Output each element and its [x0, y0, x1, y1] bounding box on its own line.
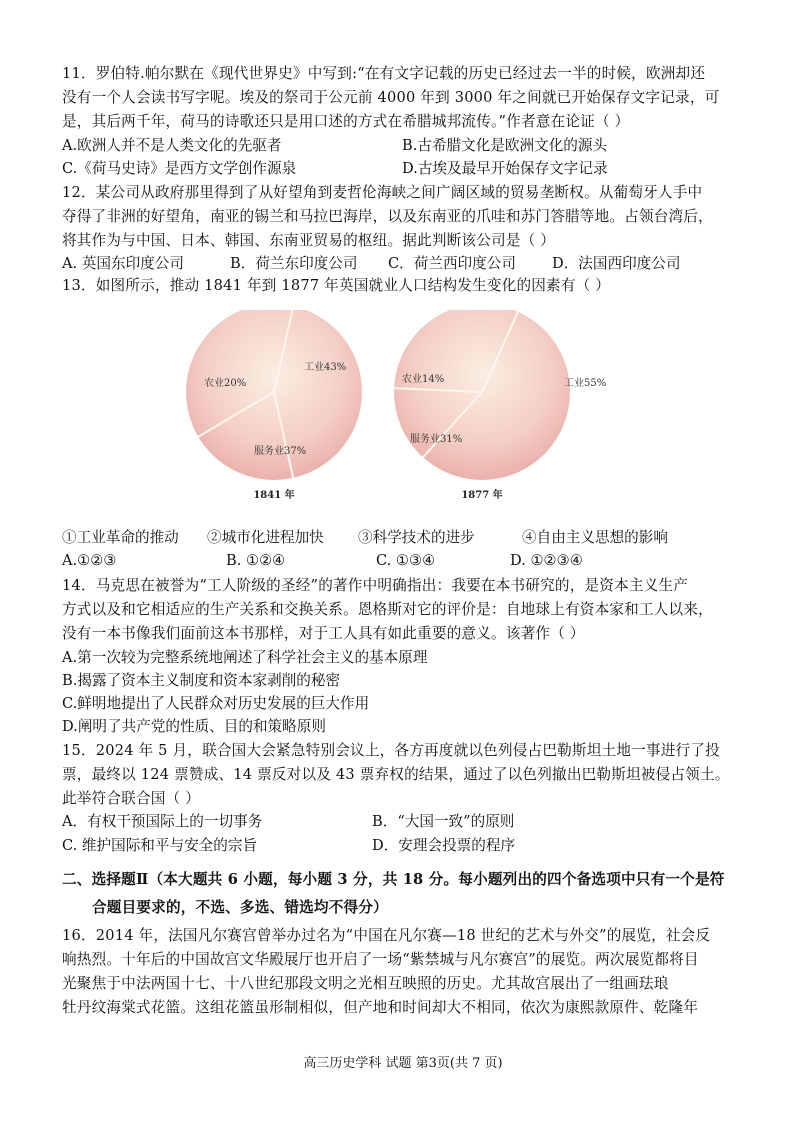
- pie-disc: [394, 310, 570, 480]
- q14-option-c: C.鲜明地提出了人民群众对历史发展的巨大作用: [62, 695, 370, 712]
- employment-pie-charts: [62, 310, 744, 525]
- q12-option-a: A. 英国东印度公司: [62, 255, 184, 272]
- q13-statement-3: ③科学技术的进步: [358, 529, 475, 546]
- q16-line-1: 16．2014 年，法国凡尔赛宫曾举办过名为“中国在凡尔赛—18 世纪的艺术与外交”的展览，社会反: [62, 927, 711, 944]
- q13-option-b: B. ①②④: [226, 552, 286, 569]
- q13-option-c: C. ①③④: [376, 552, 436, 569]
- q12-line-1: 12．某公司从政府那里得到了从好望角到麦哲伦海峡之间广阔区域的贸易垄断权。从葡萄牙人手中: [62, 184, 703, 201]
- pie-label-服务业: 服务业37%: [254, 446, 307, 457]
- q16-line-4: 牡丹纹海棠式花篮。这组花篮虽形制相似，但产地和时间却大不相同，依次为康熙款原件、乾隆年: [62, 999, 699, 1016]
- q14-line-1: 14．马克思在被誉为“工人阶级的圣经”的著作中明确指出：我要在本书研究的，是资本主义生产: [62, 577, 689, 594]
- q15-line-1: 15．2024 年 5 月，联合国大会紧急特别会议上，各方再度就以色列侵占巴勒斯坦土地一事进行了投: [62, 742, 720, 759]
- q13-statement-1: ①工业革命的推动: [62, 529, 179, 546]
- pie-label-农业: 农业20%: [204, 378, 247, 389]
- q12-option-c: C．荷兰西印度公司: [388, 255, 516, 272]
- q12-line-3: 将其作为与中国、日本、韩国、东南亚贸易的枢纽。据此判断该公司是（ ）: [62, 232, 556, 249]
- q11-option-c: C.《荷马史诗》是西方文学创作源泉: [62, 160, 297, 177]
- pie-1841: [186, 310, 362, 501]
- q15-option-d: D．安理会投票的程序: [372, 837, 516, 854]
- q15-line-3: 此举符合联合国（ ）: [62, 790, 200, 807]
- q14-line-3: 没有一本书像我们面前这本书那样，对于工人具有如此重要的意义。该著作（ ）: [62, 625, 585, 642]
- pie-label-服务业: 服务业31%: [410, 434, 463, 445]
- q11-option-a: A.欧洲人并不是人类文化的先驱者: [62, 137, 282, 154]
- pie-title: 1877 年: [461, 490, 503, 501]
- q14-line-2: 方式以及和它相适应的生产关系和交换关系。恩格斯对它的评价是：自地球上有资本家和工人以来，: [62, 601, 713, 618]
- q11-line-1: 11．罗伯特.帕尔默在《现代世界史》中写到:“在有文字记载的历史已经过去一半的时候，欧洲却还: [62, 65, 706, 82]
- q12-option-b: B．荷兰东印度公司: [230, 255, 358, 272]
- pie-label-工业: 工业43%: [304, 362, 347, 373]
- pie-title: 1841 年: [253, 490, 295, 501]
- q13-statement-4: ④自由主义思想的影响: [522, 529, 668, 546]
- q12-line-2: 夺得了非洲的好望角，南亚的锡兰和马拉巴海岸，以及东南亚的爪哇和苏门答腊等地。占领台湾后，: [62, 208, 713, 225]
- pie-1877: [394, 310, 606, 501]
- q11-line-2: 没有一个人会读书写字呢。埃及的祭司于公元前 4000 年到 3000 年之间就已开始保存文字记录，可: [62, 89, 720, 106]
- section-2-heading-cont: 合题目要求的，不选、多选、错选均不得分）: [92, 899, 388, 916]
- q14-option-a: A.第一次较为完整系统地阐述了科学社会主义的基本原理: [62, 649, 428, 666]
- section-2-heading: 二、选择题Ⅱ（本大题共 6 小题，每小题 3 分，共 18 分。每小题列出的四个备选项中只有一个是符: [62, 871, 725, 888]
- q15-option-c: C. 维护国际和平与安全的宗旨: [62, 837, 258, 854]
- q11-line-3: 是，其后两千年，荷马的诗歌还只是用口述的方式在希腊城邦流传。”作者意在论证（ ）: [62, 113, 630, 130]
- q15-option-b: B．“大国一致”的原则: [372, 813, 515, 830]
- q14-option-b: B.揭露了资本主义制度和资本家剥削的秘密: [62, 672, 341, 689]
- q11-option-b: B.古希腊文化是欧洲文化的源头: [402, 137, 608, 154]
- page-footer: 高三历史学科 试题 第3页(共 7 页): [303, 1056, 503, 1071]
- q16-line-2: 响热烈。十年后的中国故宫文华殿展厅也开启了一场“紫禁城与凡尔赛宫”的展览。两次展览都将目: [62, 951, 699, 968]
- q12-option-d: D．法国西印度公司: [552, 255, 681, 272]
- q15-option-a: A．有权干预国际上的一切事务: [62, 813, 263, 830]
- q14-option-d: D.阐明了共产党的性质、目的和策略原则: [62, 718, 326, 735]
- q11-option-d: D.古埃及最早开始保存文字记录: [402, 160, 608, 177]
- q13-option-d: D. ①②③④: [510, 552, 583, 569]
- q13-line-1: 13．如图所示，推动 1841 年到 1877 年英国就业人口结构发生变化的因素有（ ）: [62, 277, 611, 294]
- q13-statement-2: ②城市化进程加快: [207, 529, 324, 546]
- pie-label-工业: 工业55%: [564, 378, 607, 389]
- q13-option-a: A.①②③: [62, 552, 117, 569]
- exam-page: [62, 0, 744, 1124]
- q16-line-3: 光聚焦于中法两国十七、十八世纪那段文明之光相互映照的历史。尤其故宫展出了一组画珐琅: [62, 975, 669, 992]
- q15-line-2: 票，最终以 124 票赞成、14 票反对以及 43 票弃权的结果，通过了以色列撤出巴勒斯坦被侵占领土。: [62, 766, 730, 783]
- pie-label-农业: 农业14%: [402, 374, 445, 385]
